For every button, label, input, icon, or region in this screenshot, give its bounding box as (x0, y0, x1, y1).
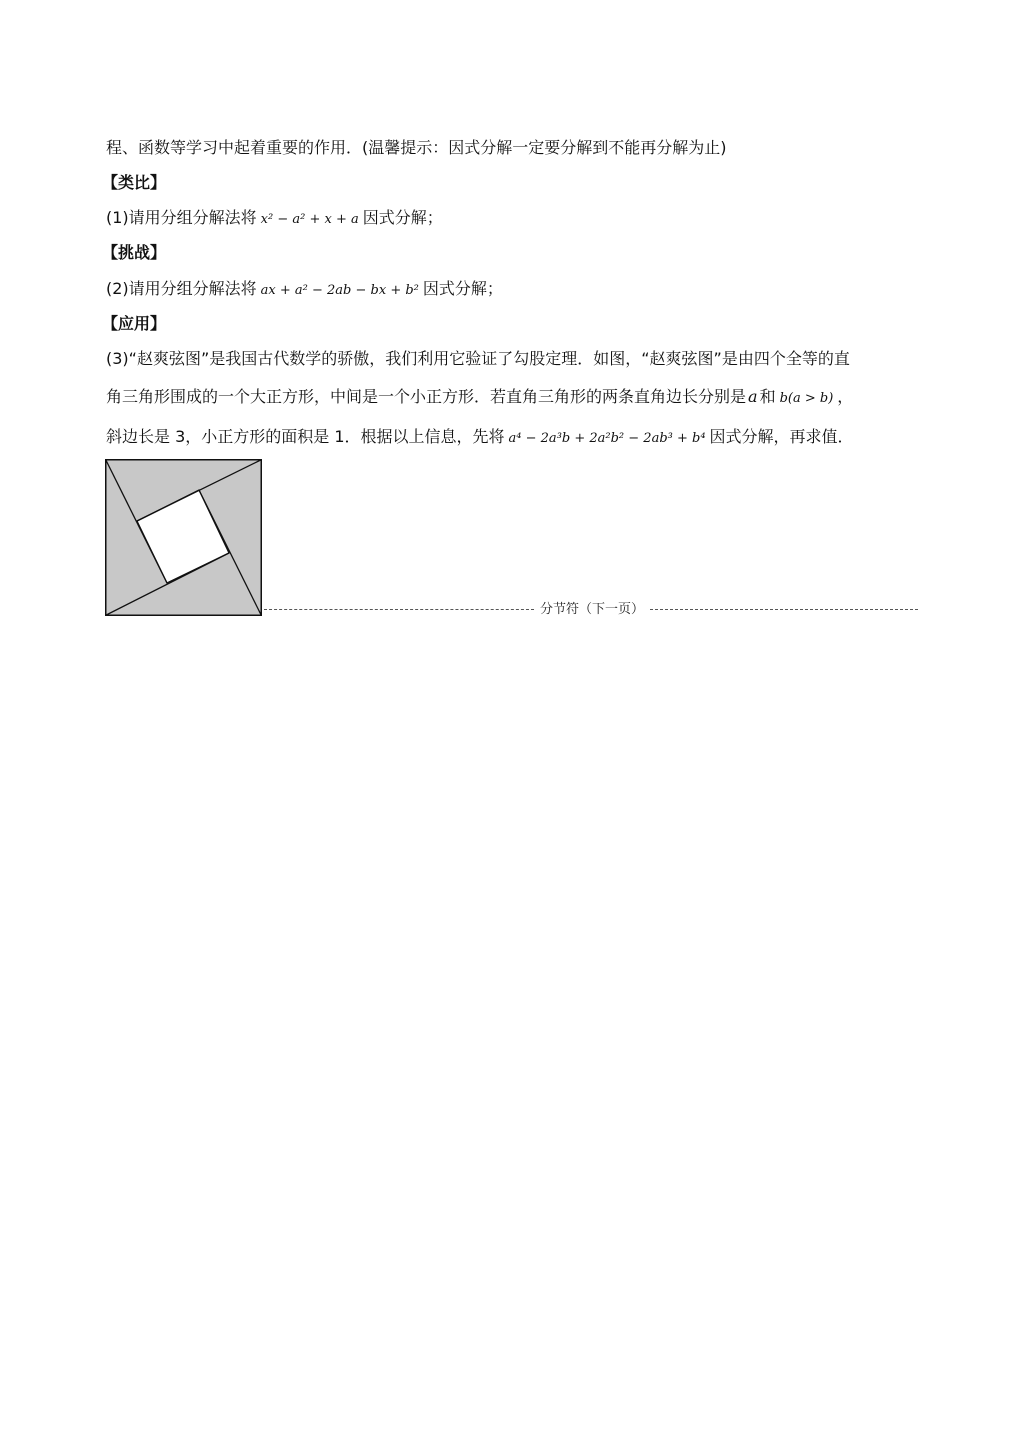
section-break-label: 分节符（下一页） (539, 602, 644, 617)
question-3-line-2-suffix: ， (837, 387, 854, 406)
question-2 (106, 278, 503, 302)
question-1-suffix: 因式分解； (362, 208, 443, 227)
question-3-line-3-suffix: 因式分解，再求值． (709, 427, 854, 446)
question-3-line-2 (106, 386, 853, 410)
question-3-line-3-prefix: 斜边长是 3，小正方形的面积是 1．根据以上信息，先将 (106, 427, 505, 446)
question-2-prefix: (2)请用分组分解法将 (106, 279, 257, 298)
question-3-line-2-prefix: 角三角形围成的一个大正方形，中间是一个小正方形．若直角三角形的两条直角边长分别是 (106, 387, 747, 406)
question-1-prefix: (1)请用分组分解法将 (106, 208, 257, 227)
conjunction-and: 和 (759, 387, 776, 406)
intro-text: 程、函数等学习中起着重要的作用．(温馨提示：因式分解一定要分解到不能再分解为止) (106, 138, 727, 157)
variable-b-condition: b(a > b) (779, 391, 834, 406)
heading-challenge: 【挑战】 (102, 243, 167, 262)
heading-analogy: 【类比】 (102, 173, 167, 192)
variable-a: a (748, 387, 758, 406)
question-3-expression: a⁴ − 2a³b + 2a²b² − 2ab³ + b⁴ (508, 431, 706, 446)
section-break-dash-right (650, 609, 918, 610)
section-break-dash-left (264, 609, 534, 610)
question-2-suffix: 因式分解； (422, 279, 503, 298)
section-break (264, 600, 918, 620)
question-1 (106, 207, 443, 231)
question-3-line-1: (3)“赵爽弦图”是我国古代数学的骄傲，我们利用它验证了勾股定理．如图，“赵爽弦图”是由四个全等的直 (106, 349, 850, 368)
heading-application: 【应用】 (102, 314, 167, 333)
question-3-line-3 (106, 426, 854, 450)
zhao-shuang-chord-diagram (105, 459, 262, 616)
question-2-expression: ax + a² − 2ab − bx + b² (260, 283, 419, 298)
question-1-expression: x² − a² + x + a (260, 212, 359, 227)
